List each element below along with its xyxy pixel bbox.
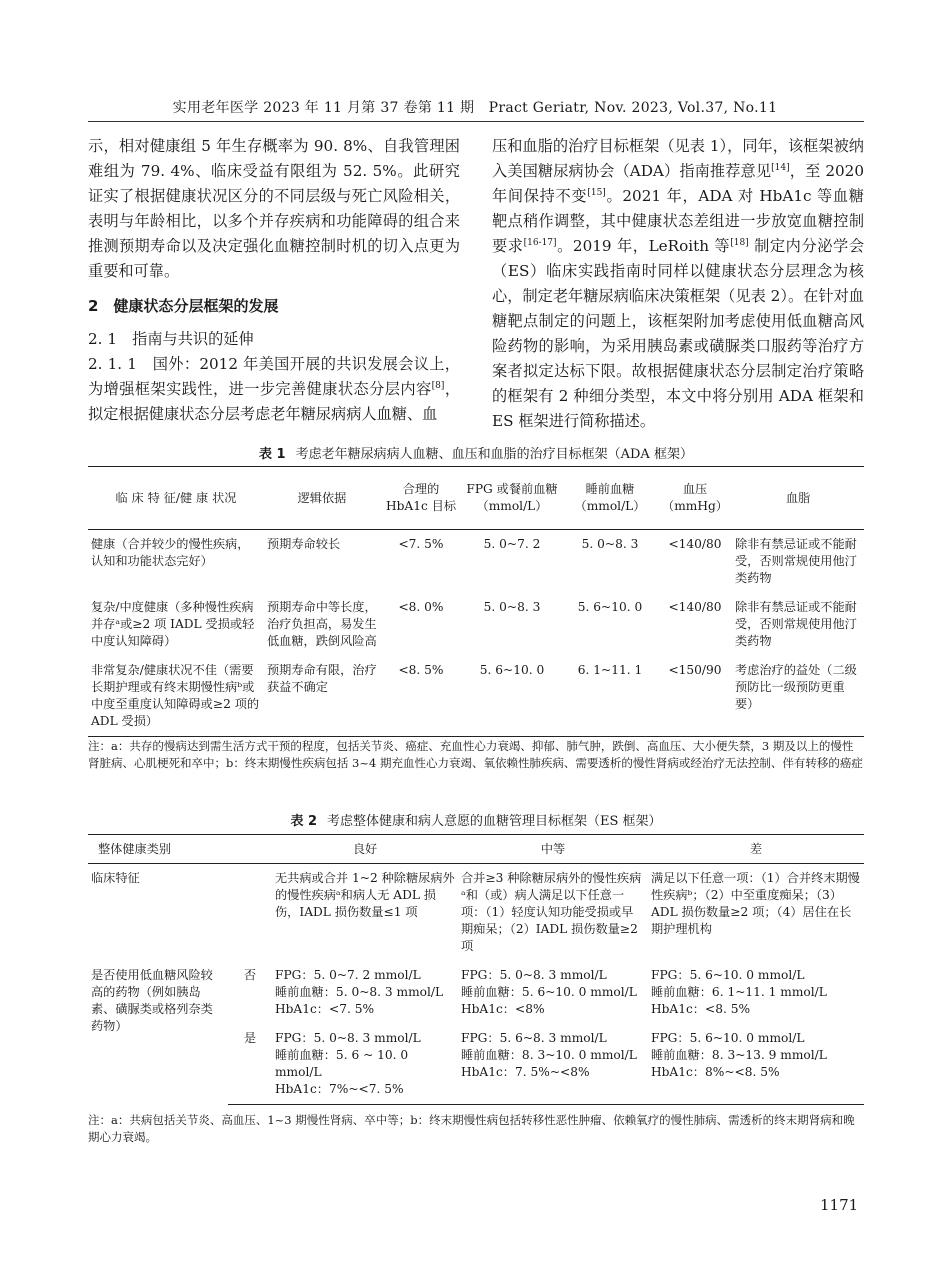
table-row — [88, 656, 864, 737]
table1-cell: 考虑治疗的益处（二级预防比一级预防更重要） — [732, 656, 864, 737]
table1-cell: 预期寿命较长 — [267, 537, 341, 551]
header-rule — [88, 121, 864, 122]
section-2-1-heading: 2. 1 指南与共识的延伸 — [88, 330, 254, 348]
table2-value: FPG：5. 6~10. 0 mmol/L — [651, 968, 805, 982]
table-row — [88, 864, 864, 962]
section-2-heading: 2 健康状态分层框架的发展 — [88, 297, 279, 315]
table2-cell — [458, 961, 648, 1024]
table2-header-cell: 良好 — [272, 835, 458, 864]
citation-16-17[interactable]: [16-17] — [523, 237, 557, 248]
citation-15[interactable]: [15] — [587, 187, 606, 198]
table2-value: 睡前血糖：5. 0~8. 3 mmol/L — [275, 985, 444, 999]
table1-cell: 预期寿命中等长度，治疗负担高，易发生低血糖，跌倒风险高 — [267, 600, 377, 648]
table1-cell: 除非有禁忌证或不能耐受，否则常规使用他汀类药物 — [735, 600, 857, 648]
table2-value: FPG：5. 0~7. 2 mmol/L — [275, 968, 421, 982]
table2-header-cell: 中等 — [458, 835, 648, 864]
table-row — [88, 593, 864, 656]
paragraph-survival: 示，相对健康组 5 年生存概率为 90. 8%、自我管理困难组为 79. 4%、临床受益有限组为 52. 5%。此研究证实了根据健康状况区分的不同层级与死亡风险相关，表明与年龄相比，以多个并存疾病和功能障碍的组合来推测预期寿命以及决定强化血糖控制时机的切入点更为重要和可靠。 — [88, 137, 460, 280]
table2-value: 睡前血糖：5. 6 ~ 10. 0 mmol/L — [275, 1048, 409, 1079]
table1-cell: 复杂/中度健康（多种慢性疾病并存ᵃ或≥2 项 IADL 受损或轻中度认知障碍） — [91, 600, 255, 648]
table2-value: 睡前血糖：5. 6~10. 0 mmol/L — [461, 985, 637, 999]
table2-value: HbA1c：<7. 5% — [275, 1002, 375, 1016]
table1-cell: <150/90 — [658, 656, 732, 737]
table1-title: 考虑老年糖尿病病人血糖、血压和血脂的治疗目标框架（ADA 框架） — [295, 447, 693, 462]
citation-18[interactable]: [18] — [730, 237, 749, 248]
table2-cell — [272, 961, 458, 1024]
page-number: 1171 — [820, 1196, 859, 1214]
table1-cell: <140/80 — [668, 537, 722, 551]
table1-cell: 5. 6~10. 0 — [462, 656, 562, 737]
paragraph-abroad-text: 2. 1. 1 国外：2012 年美国开展的共识发展会议上，为增强框架实践性，进一步完善健康状态分层内容 — [88, 355, 460, 398]
table2-header-cell: 整体健康类别 — [88, 835, 272, 864]
paragraph-abroad — [88, 352, 460, 427]
table2-cell — [458, 1024, 648, 1105]
table1-cell: 预期寿命有限，治疗获益不确定 — [264, 656, 380, 737]
table2-cell: 合并≥3 种除糖尿病外的慢性疾病ᵃ和（或）病人满足以下任意一项：（1）轻度认知功能受损或早期痴呆；（2）IADL 损伤数量≥2 项 — [461, 871, 642, 953]
table1-header-cell: 临 床 特 征/健 康 状况 — [88, 467, 264, 530]
table2-value: HbA1c：<8% — [461, 1002, 545, 1016]
table2-value: 睡前血糖：8. 3~13. 9 mmol/L — [651, 1048, 827, 1062]
paragraph-frameworks-e: 制定内分泌学会（ES）临床实践指南时同样以健康状态分层理念为核心，制定老年糖尿病临床决策框架（见表 2）。在针对血糖靶点制定的问题上，该框架附加考虑使用低血糖高风险药物的影响，为采用胰岛素或磺脲类口服药等治疗方案者拟定达标下限。故根据健康状态分层制定治疗策略的框架有 2 种细分类型，本文中将分别用 ADA 框架和 ES 框架进行简称描述。 — [492, 237, 865, 430]
table2-value: FPG：5. 0~8. 3 mmol/L — [275, 1031, 421, 1045]
table2-sublabel-no: 否 — [243, 968, 257, 982]
table-row — [88, 961, 864, 1024]
paragraph-frameworks — [492, 134, 864, 434]
citation-14[interactable]: [14] — [771, 162, 790, 173]
right-column — [492, 134, 864, 434]
table1-header-cell: 血脂 — [732, 467, 864, 530]
running-head: 实用老年医学 2023 年 11 月第 37 卷第 11 期 Pract Geriatr, Nov. 2023, Vol.37, No.11 — [172, 100, 778, 116]
table2-value: HbA1c：<8. 5% — [651, 1002, 751, 1016]
table2-value: HbA1c：8%~<8. 5% — [651, 1065, 780, 1079]
table2-caption — [88, 810, 864, 829]
paragraph-frameworks-d: 。2019 年，LeRoith 等 — [556, 237, 731, 255]
citation-8[interactable]: [8] — [431, 380, 445, 391]
table2-note: 注：a：共病包括关节炎、高血压、1~3 期慢性肾病、卒中等；b：终末期慢性病包括转移性恶性肿瘤、依赖氧疗的慢性肺病、需透析的终末期肾病和晚期心力衰竭。 — [88, 1113, 855, 1144]
table2-value: FPG：5. 0~8. 3 mmol/L — [461, 968, 607, 982]
table1-label: 表 1 — [259, 447, 286, 462]
table1-cell: 健康（合并较少的慢性疾病，认知和功能状态完好） — [91, 537, 250, 568]
table1-header-cell: 逻辑依据 — [264, 467, 380, 530]
table1-header-cell: 睡前血糖（mmol/L） — [562, 467, 658, 530]
table2-title: 考虑整体健康和病人意愿的血糖管理目标框架（ES 框架） — [327, 814, 662, 829]
paragraph-frameworks-b: ，至 2020 年间保持不变 — [492, 162, 864, 205]
table2-cell — [648, 961, 864, 1024]
table1-cell: 5. 6~10. 0 — [577, 600, 643, 614]
table2-header-cell: 差 — [648, 835, 864, 864]
table1-cell: 5. 0~7. 2 — [483, 537, 541, 551]
table1-header-cell: 合理的 HbA1c 目标 — [380, 467, 462, 530]
table1-cell: 6. 1~11. 1 — [562, 656, 658, 737]
table2-row-label: 是否使用低血糖风险较高的药物（例如胰岛素、磺脲类或格列奈类药物） — [91, 968, 213, 1033]
table1-cell: 5. 0~8. 3 — [581, 537, 639, 551]
table2-value: FPG：5. 6~10. 0 mmol/L — [651, 1031, 805, 1045]
paragraph-frameworks-c: 。2021 年，ADA 对 HbA1c 等血糖靶点稍作调整，其中健康状态差组进一步放宽血糖控制要求 — [492, 187, 864, 255]
table1-header-cell: FPG 或餐前血糖（mmol/L） — [462, 467, 562, 530]
table2 — [88, 834, 864, 1105]
left-column — [88, 134, 460, 427]
table2-value: 睡前血糖：8. 3~10. 0 mmol/L — [461, 1048, 637, 1062]
table2-value: FPG：5. 6~8. 3 mmol/L — [461, 1031, 607, 1045]
table1-header-cell: 血压（mmHg） — [658, 467, 732, 530]
table1-cell: 非常复杂/健康状况不佳（需要长期护理或有终末期慢性病ᵇ或中度至重度认知障碍或≥2 项的 ADL 受损） — [88, 656, 264, 737]
table2-label: 表 2 — [290, 814, 318, 829]
table1-cell: 除非有禁忌证或不能耐受，否则常规使用他汀类药物 — [735, 537, 857, 585]
table2-sublabel-yes: 是 — [228, 1024, 272, 1105]
table1-note: 注：a：共存的慢病达到需生活方式干预的程度，包括关节炎、癌症、充血性心力衰竭、抑郁、肺气肿，跌倒、高血压、大小便失禁，3 期及以上的慢性肾脏病、心肌梗死和卒中；b：终末期慢性疾病包括 3~4 期充血性心力衰竭、氧依赖性肺疾病、需要透析的慢性肾病或经治疗无法控制、伴有转移的癌症 — [88, 739, 863, 770]
table2-cell — [648, 1024, 864, 1105]
table-row — [88, 530, 864, 594]
table1-cell: <8. 0% — [398, 600, 444, 614]
table2-cell: 满足以下任意一项：（1）合并终末期慢性疾病ᵇ；（2）中至重度痴呆；（3）ADL 损伤数量≥2 项；（4）居住在长期护理机构 — [651, 871, 860, 936]
table1 — [88, 466, 864, 737]
table1-cell: <8. 5% — [380, 656, 462, 737]
paragraph-abroad-text-2: ，拟定根据健康状态分层考虑老年糖尿病病人血糖、血 — [88, 380, 461, 423]
table1-cell: <7. 5% — [398, 537, 444, 551]
table2-cell: 无共病或合并 1~2 种除糖尿病外的慢性疾病ᵃ和病人无 ADL 损伤，IADL 损伤数量≤1 项 — [275, 871, 455, 919]
paragraph-frameworks-a: 压和血脂的治疗目标框架（见表 1），同年，该框架被纳入美国糖尿病协会（ADA）指南推荐意见 — [492, 137, 864, 180]
table1-caption — [88, 443, 864, 462]
table1-cell: 5. 0~8. 3 — [483, 600, 541, 614]
table2-value: HbA1c：7%~<7. 5% — [275, 1082, 404, 1096]
table2-value: 睡前血糖：6. 1~11. 1 mmol/L — [651, 985, 827, 999]
table2-row-label: 临床特征 — [91, 871, 140, 885]
table2-value: HbA1c：7. 5%~<8% — [461, 1065, 590, 1079]
table2-cell — [272, 1024, 458, 1105]
table1-cell: <140/80 — [668, 600, 722, 614]
